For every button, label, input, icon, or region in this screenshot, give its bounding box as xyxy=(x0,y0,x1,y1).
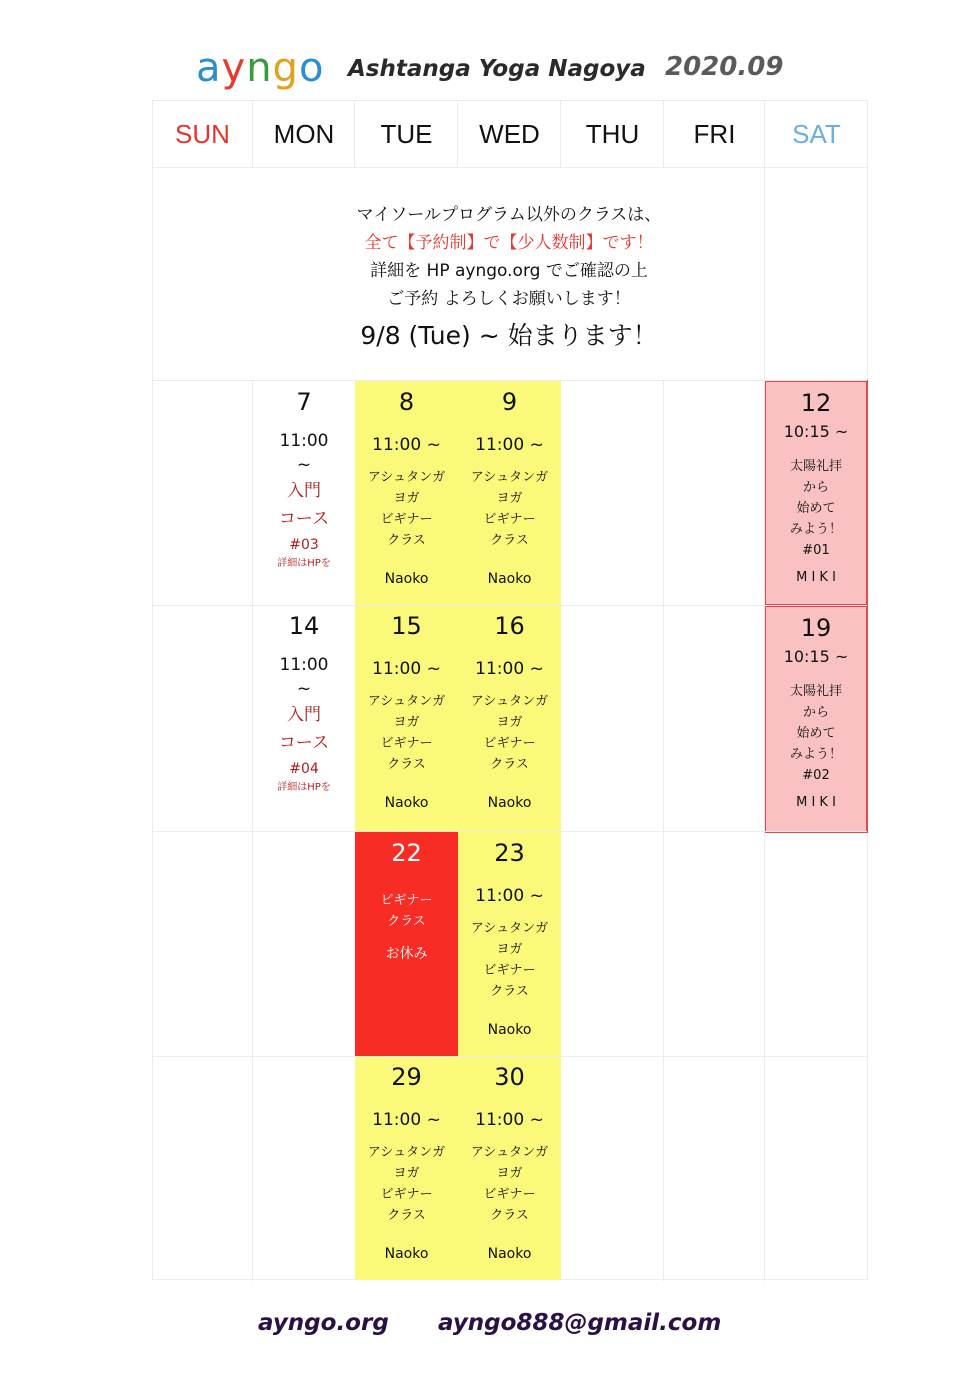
class-name-line: ヨガ xyxy=(393,491,420,506)
course-name-line: 入門 xyxy=(287,705,321,725)
day-header-sat: SAT xyxy=(792,118,841,149)
day-number: 19 xyxy=(800,614,832,642)
notice-line-highlight: 全て【予約制】で【少人数制】です！ xyxy=(364,233,654,253)
page-header xyxy=(0,46,980,96)
day-number: 8 xyxy=(398,388,415,416)
details-note: 詳細はHPを xyxy=(277,782,331,793)
class-name-line: クラス xyxy=(387,533,426,548)
teacher-name: M I K I xyxy=(796,795,836,810)
class-name-line: アシュタンガ xyxy=(367,694,446,709)
class-time: 11:00 ~ xyxy=(475,659,544,679)
class-name-line: ヨガ xyxy=(393,1166,420,1181)
day-header-mon: MON xyxy=(273,118,335,149)
calendar-cell-15 xyxy=(355,605,458,831)
calendar-cell-7 xyxy=(253,381,355,605)
course-name-line: 入門 xyxy=(287,481,321,501)
reservation-notice xyxy=(253,167,765,381)
time-tilde: ~ xyxy=(296,455,312,475)
calendar-cell-29 xyxy=(355,1056,458,1280)
class-time: 11:00 ~ xyxy=(475,886,544,906)
day-header-thu: THU xyxy=(585,118,640,149)
class-name-line: ヨガ xyxy=(393,715,420,730)
class-time: 11:00 ~ xyxy=(372,659,441,679)
calendar-cell-12 xyxy=(764,380,868,606)
class-name-line: から xyxy=(802,480,829,495)
class-name-line: ビギナー xyxy=(483,963,536,978)
calendar-cell-19 xyxy=(764,605,868,833)
class-name-line: から xyxy=(802,705,829,720)
course-number: #04 xyxy=(289,761,319,777)
teacher-name: M I K I xyxy=(796,570,836,585)
day-number: 14 xyxy=(288,612,320,640)
class-time: 11:00 ~ xyxy=(372,435,441,455)
studio-title: Ashtanga Yoga Nagoya xyxy=(348,56,646,82)
teacher-name: Naoko xyxy=(487,571,532,587)
class-name-line: アシュタンガ xyxy=(470,470,549,485)
course-number: #03 xyxy=(289,537,319,553)
class-number: #02 xyxy=(802,768,830,783)
class-name-line: クラス xyxy=(490,757,529,772)
class-name-line: アシュタンガ xyxy=(367,470,446,485)
class-time: 11:00 ~ xyxy=(372,1110,441,1130)
class-name-line: ビギナー xyxy=(380,512,433,527)
class-name-line: ビギナー xyxy=(380,736,433,751)
notice-line: 詳細を HP ayngo.org でご確認の上 xyxy=(370,261,648,281)
class-number: #01 xyxy=(802,543,830,558)
class-name-line: アシュタンガ xyxy=(470,1145,549,1160)
class-name-line: みよう！ xyxy=(789,747,842,762)
schedule-month: 2020.09 xyxy=(665,52,784,82)
teacher-name: Naoko xyxy=(487,1022,532,1038)
day-header-tue: TUE xyxy=(380,118,433,149)
day-header-sun: SUN xyxy=(175,118,230,149)
closed-note-line: ビギナー xyxy=(380,893,433,908)
class-name-line: クラス xyxy=(490,984,529,999)
class-name-line: みよう！ xyxy=(789,522,842,537)
day-number: 9 xyxy=(501,388,518,416)
day-number: 16 xyxy=(494,612,525,640)
grid-line xyxy=(153,1056,867,1057)
class-name-line: クラス xyxy=(387,757,426,772)
closed-note-line: お休み xyxy=(385,946,428,962)
class-name-line: 始めて xyxy=(796,726,836,741)
teacher-name: Naoko xyxy=(487,1246,532,1262)
start-date-notice: 9/8 (Tue) ~ 始まります！ xyxy=(360,321,658,350)
day-header-fri: FRI xyxy=(693,118,736,149)
course-name-line: コース xyxy=(278,733,330,753)
class-name-line: アシュタンガ xyxy=(470,694,549,709)
class-time: 11:00 xyxy=(279,431,329,451)
calendar-cell-16 xyxy=(458,605,561,831)
class-name-line: ビギナー xyxy=(483,512,536,527)
class-time: 10:15 ~ xyxy=(783,647,849,666)
class-time: 11:00 xyxy=(279,655,329,675)
class-name-line: クラス xyxy=(490,1208,529,1223)
class-name-line: ヨガ xyxy=(496,715,523,730)
class-time: 11:00 ~ xyxy=(475,435,544,455)
teacher-name: Naoko xyxy=(487,795,532,811)
class-name-line: ビギナー xyxy=(380,1187,433,1202)
class-name-line: ビギナー xyxy=(483,1187,536,1202)
day-number: 22 xyxy=(391,839,422,867)
time-tilde: ~ xyxy=(296,679,312,699)
course-name-line: コース xyxy=(278,509,330,529)
calendar-cell-14 xyxy=(253,605,355,831)
calendar-cell-30 xyxy=(458,1056,561,1280)
calendar-cell-9 xyxy=(458,381,561,605)
class-name-line: ヨガ xyxy=(496,942,523,957)
day-number: 30 xyxy=(494,1063,525,1091)
footer-website[interactable]: ayngo.org xyxy=(258,1310,389,1336)
class-name-line: ビギナー xyxy=(483,736,536,751)
class-name-line: 始めて xyxy=(796,501,836,516)
class-name-line: アシュタンガ xyxy=(470,921,549,936)
calendar-cell-22 xyxy=(355,832,458,1056)
day-header-wed: WED xyxy=(479,118,540,149)
day-number: 12 xyxy=(800,389,832,417)
ayngo-logo: ayngo xyxy=(196,45,325,91)
calendar-grid xyxy=(152,100,868,1280)
day-number: 7 xyxy=(296,388,312,416)
notice-line: マイソールプログラム以外のクラスは、 xyxy=(356,205,662,225)
grid-line xyxy=(153,605,867,606)
class-name-line: 太陽礼拝 xyxy=(789,459,842,474)
class-name-line: ヨガ xyxy=(496,1166,523,1181)
calendar-cell-8 xyxy=(355,381,458,605)
class-name-line: クラス xyxy=(387,1208,426,1223)
teacher-name: Naoko xyxy=(384,795,429,811)
class-name-line: ヨガ xyxy=(496,491,523,506)
day-number: 23 xyxy=(494,839,525,867)
notice-line: ご予約 よろしくお願いします！ xyxy=(387,289,631,309)
grid-line xyxy=(153,831,867,832)
details-note: 詳細はHPを xyxy=(277,558,331,569)
calendar-cell-23 xyxy=(458,832,561,1056)
class-time: 10:15 ~ xyxy=(783,422,849,441)
teacher-name: Naoko xyxy=(384,571,429,587)
closed-note-line: クラス xyxy=(387,914,426,929)
class-time: 11:00 ~ xyxy=(475,1110,544,1130)
class-name-line: クラス xyxy=(490,533,529,548)
day-number: 15 xyxy=(391,612,422,640)
teacher-name: Naoko xyxy=(384,1246,429,1262)
class-name-line: 太陽礼拝 xyxy=(789,684,842,699)
footer-email[interactable]: ayngo888@gmail.com xyxy=(438,1310,722,1336)
day-number: 29 xyxy=(391,1063,422,1091)
class-name-line: アシュタンガ xyxy=(367,1145,446,1160)
